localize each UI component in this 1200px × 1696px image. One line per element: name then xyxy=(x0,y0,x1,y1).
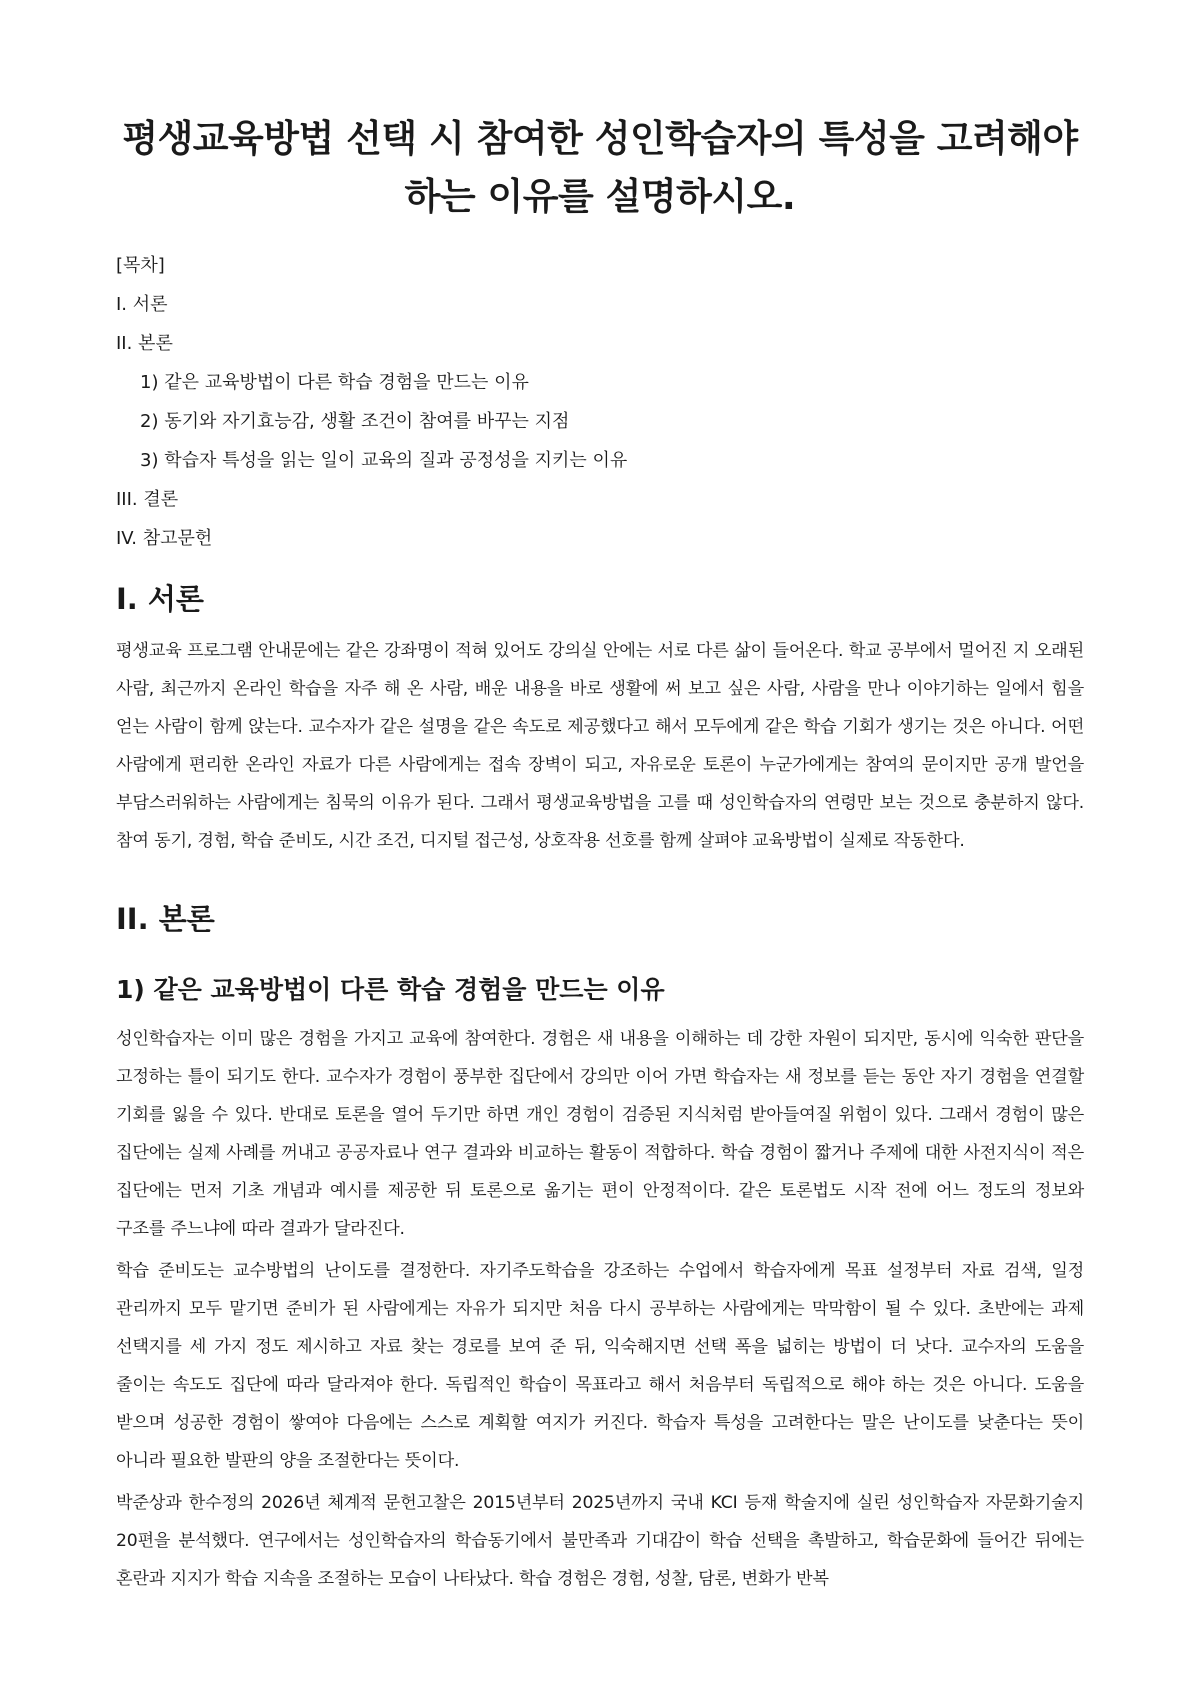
toc-item-body-1: 1) 같은 교육방법이 다른 학습 경험을 만드는 이유 xyxy=(140,372,529,393)
document-page xyxy=(116,110,1084,1602)
toc-item-body: II. 본론 xyxy=(116,333,173,354)
section-heading-intro: I. 서론 xyxy=(116,582,204,616)
toc-item-conclusion: III. 결론 xyxy=(116,489,179,510)
subsection-heading-1: 1) 같은 교육방법이 다른 학습 경험을 만드는 이유 xyxy=(116,975,665,1004)
toc-item-intro: I. 서론 xyxy=(116,294,168,315)
toc-item-body-3: 3) 학습자 특성을 읽는 일이 교육의 질과 공정성을 지키는 이유 xyxy=(140,450,628,471)
body-paragraph: 성인학습자는 이미 많은 경험을 가지고 교육에 참여한다. 경험은 새 내용을 이해하는 데 강한 자원이 되지만, 동시에 익숙한 판단을 고정하는 틀이 되기도 한다. 교수자가 경험이 풍부한 집단에서 강의만 이어 가면 학습자는 새 정보를 듣는 동안 자기 경험을 연결할 기회를 잃을 수 있다. 반대로 토론을 열어 두기만 하면 개인 경험이 검증된 지식처럼 받아들여질 위험이 있다. 그래서 경험이 많은 집단에는 실제 사례를 꺼내고 공공자료나 연구 결과와 비교하는 활동이 적합하다. 학습 경험이 짧거나 주제에 대한 사전지식이 적은 집단에는 먼저 기초 개념과 예시를 제공한 뒤 토론으로 옮기는 편이 안정적이다. 같은 토론법도 시작 전에 어느 정도의 정보와 구조를 주느냐에 따라 결과가 달라진다. xyxy=(116,1029,1084,1239)
table-of-contents xyxy=(116,246,1084,558)
document-title: 평생교육방법 선택 시 참여한 성인학습자의 특성을 고려해야 하는 이유를 설명하시오. xyxy=(122,117,1078,218)
toc-item-body-2: 2) 동기와 자기효능감, 생활 조건이 참여를 바꾸는 지점 xyxy=(140,411,570,432)
toc-item-references: IV. 참고문헌 xyxy=(116,528,213,549)
intro-paragraph: 평생교육 프로그램 안내문에는 같은 강좌명이 적혀 있어도 강의실 안에는 서로 다른 삶이 들어온다. 학교 공부에서 멀어진 지 오래된 사람, 최근까지 온라인 학습을 자주 해 온 사람, 배운 내용을 바로 생활에 써 보고 싶은 사람, 사람을 만나 이야기하는 일에서 힘을 얻는 사람이 함께 앉는다. 교수자가 같은 설명을 같은 속도로 제공했다고 해서 모두에게 같은 학습 기회가 생기는 것은 아니다. 어떤 사람에게 편리한 온라인 자료가 다른 사람에게는 접속 장벽이 되고, 자유로운 토론이 누군가에게는 참여의 문이지만 공개 발언을 부담스러워하는 사람에게는 침묵의 이유가 된다. 그래서 평생교육방법을 고를 때 성인학습자의 연령만 보는 것으로 충분하지 않다. 참여 동기, 경험, 학습 준비도, 시간 조건, 디지털 접근성, 상호작용 선호를 함께 살펴야 교육방법이 실제로 작동한다. xyxy=(116,641,1084,851)
body-paragraph: 박준상과 한수정의 2026년 체계적 문헌고찰은 2015년부터 2025년까지 국내 KCI 등재 학술지에 실린 성인학습자 자문화기술지 20편을 분석했다. 연구에서는 성인학습자의 학습동기에서 불만족과 기대감이 학습 선택을 촉발하고, 학습문화에 들어간 뒤에는 혼란과 지지가 학습 지속을 조절하는 모습이 나타났다. 학습 경험은 경험, 성찰, 담론, 변화가 반복 xyxy=(116,1493,1084,1589)
body-paragraph: 학습 준비도는 교수방법의 난이도를 결정한다. 자기주도학습을 강조하는 수업에서 학습자에게 목표 설정부터 자료 검색, 일정 관리까지 모두 맡기면 준비가 된 사람에게는 자유가 되지만 처음 다시 공부하는 사람에게는 막막함이 될 수 있다. 초반에는 과제 선택지를 세 가지 정도 제시하고 자료 찾는 경로를 보여 준 뒤, 익숙해지면 선택 폭을 넓히는 방법이 더 낫다. 교수자의 도움을 줄이는 속도도 집단에 따라 달라져야 한다. 독립적인 학습이 목표라고 해서 처음부터 독립적으로 해야 하는 것은 아니다. 도움을 받으며 성공한 경험이 쌓여야 다음에는 스스로 계획할 여지가 커진다. 학습자 특성을 고려한다는 말은 난이도를 낮춘다는 뜻이 아니라 필요한 발판의 양을 조절한다는 뜻이다. xyxy=(116,1261,1084,1471)
toc-heading: [목차] xyxy=(116,255,165,276)
section-spacer xyxy=(116,864,1084,886)
section-heading-body: II. 본론 xyxy=(116,902,215,936)
